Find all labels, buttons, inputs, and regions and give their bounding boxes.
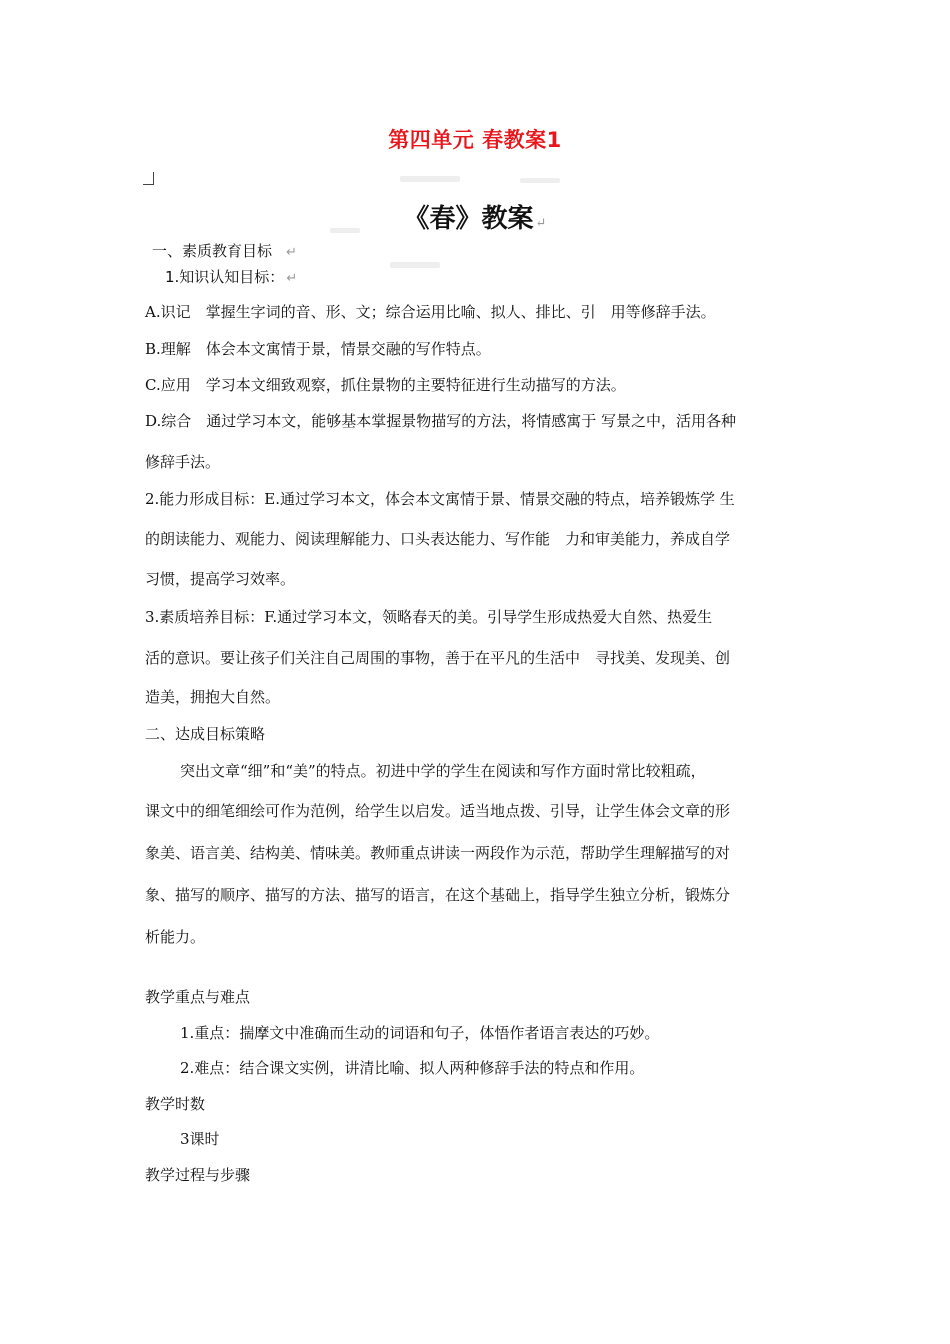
ability-goal-line: 的朗读能力、观能力、阅读理解能力、口头表达能力、写作能 力和审美能力，养成自学 [145, 530, 731, 548]
difficulty-point: 2.难点：结合课文实例，讲清比喻、拟人两种修辞手法的特点和作用。 [180, 1059, 645, 1077]
goal-item-d: D.综合 通过学习本文，能够基本掌握景物描写的方法，将情感寓于 写景之中，活用各种 [145, 412, 737, 430]
hours-heading: 教学时数 [145, 1095, 206, 1113]
paragraph-mark-icon: ↵ [535, 216, 547, 231]
strategy-line: 课文中的细笔细绘可作为范例，给学生以启发。适当地点拨、引导，让学生体会文章的形 [145, 802, 731, 820]
quality-goal-line: 造美，拥抱大自然。 [145, 688, 281, 706]
paragraph-mark-icon: ↵ [286, 245, 297, 260]
quality-goal-line: 活的意识。要让孩子们关注自己周围的事物，善于在平凡的生活中 寻找美、发现美、创 [145, 649, 731, 667]
quality-goal-line: 3.素质培养目标：F.通过学习本文，领略春天的美。引导学生形成热爱大自然、热爱生 [145, 608, 713, 626]
goal-item-a: A.识记 掌握生字词的音、形、文；综合运用比喻、拟人、排比、引 用等修辞手法。 [145, 303, 716, 321]
hours-value: 3课时 [180, 1130, 220, 1148]
key-points-heading: 教学重点与难点 [145, 988, 251, 1006]
key-point: 1.重点：揣摩文中准确而生动的词语和句子，体悟作者语言表达的巧妙。 [180, 1024, 660, 1042]
lesson-heading [0, 198, 950, 235]
crop-corner-mark [143, 172, 154, 185]
knowledge-heading [165, 266, 297, 287]
scan-smudge [520, 178, 560, 183]
lesson-heading-text: 《春》教案 [403, 204, 534, 234]
strategy-line: 象、描写的顺序、描写的方法、描写的语言，在这个基础上，指导学生独立分析，锻炼分 [145, 886, 731, 904]
scan-smudge [390, 262, 440, 268]
strategy-line: 析能力。 [145, 928, 206, 946]
strategy-line: 突出文章“细”和“美”的特点。初进中学的学生在阅读和写作方面时常比较粗疏， [180, 762, 706, 780]
scan-smudge [400, 176, 460, 182]
knowledge-heading-text: 1.知识认知目标： [165, 268, 285, 286]
goal-item-d-cont: 修辞手法。 [145, 453, 221, 471]
goals-heading [152, 240, 297, 261]
page-title: 第四单元 春教案1 [388, 128, 562, 152]
ability-goal-line: 习惯，提高学习效率。 [145, 570, 296, 588]
paragraph-mark-icon: ↵ [286, 271, 298, 286]
strategy-heading: 二、达成目标策略 [145, 725, 266, 743]
goal-item-b: B.理解 体会本文寓情于景，情景交融的写作特点。 [145, 340, 491, 358]
goal-item-c: C.应用 学习本文细致观察，抓住景物的主要特征进行生动描写的方法。 [145, 376, 626, 394]
goals-heading-text: 一、素质教育目标 [152, 242, 273, 260]
strategy-line: 象美、语言美、结构美、情味美。教师重点讲读一两段作为示范，帮助学生理解描写的对 [145, 844, 731, 862]
ability-goal-line: 2.能力形成目标：E.通过学习本文，体会本文寓情于景、情景交融的特点，培养锻炼学 生 [145, 490, 735, 508]
process-heading: 教学过程与步骤 [145, 1166, 251, 1184]
